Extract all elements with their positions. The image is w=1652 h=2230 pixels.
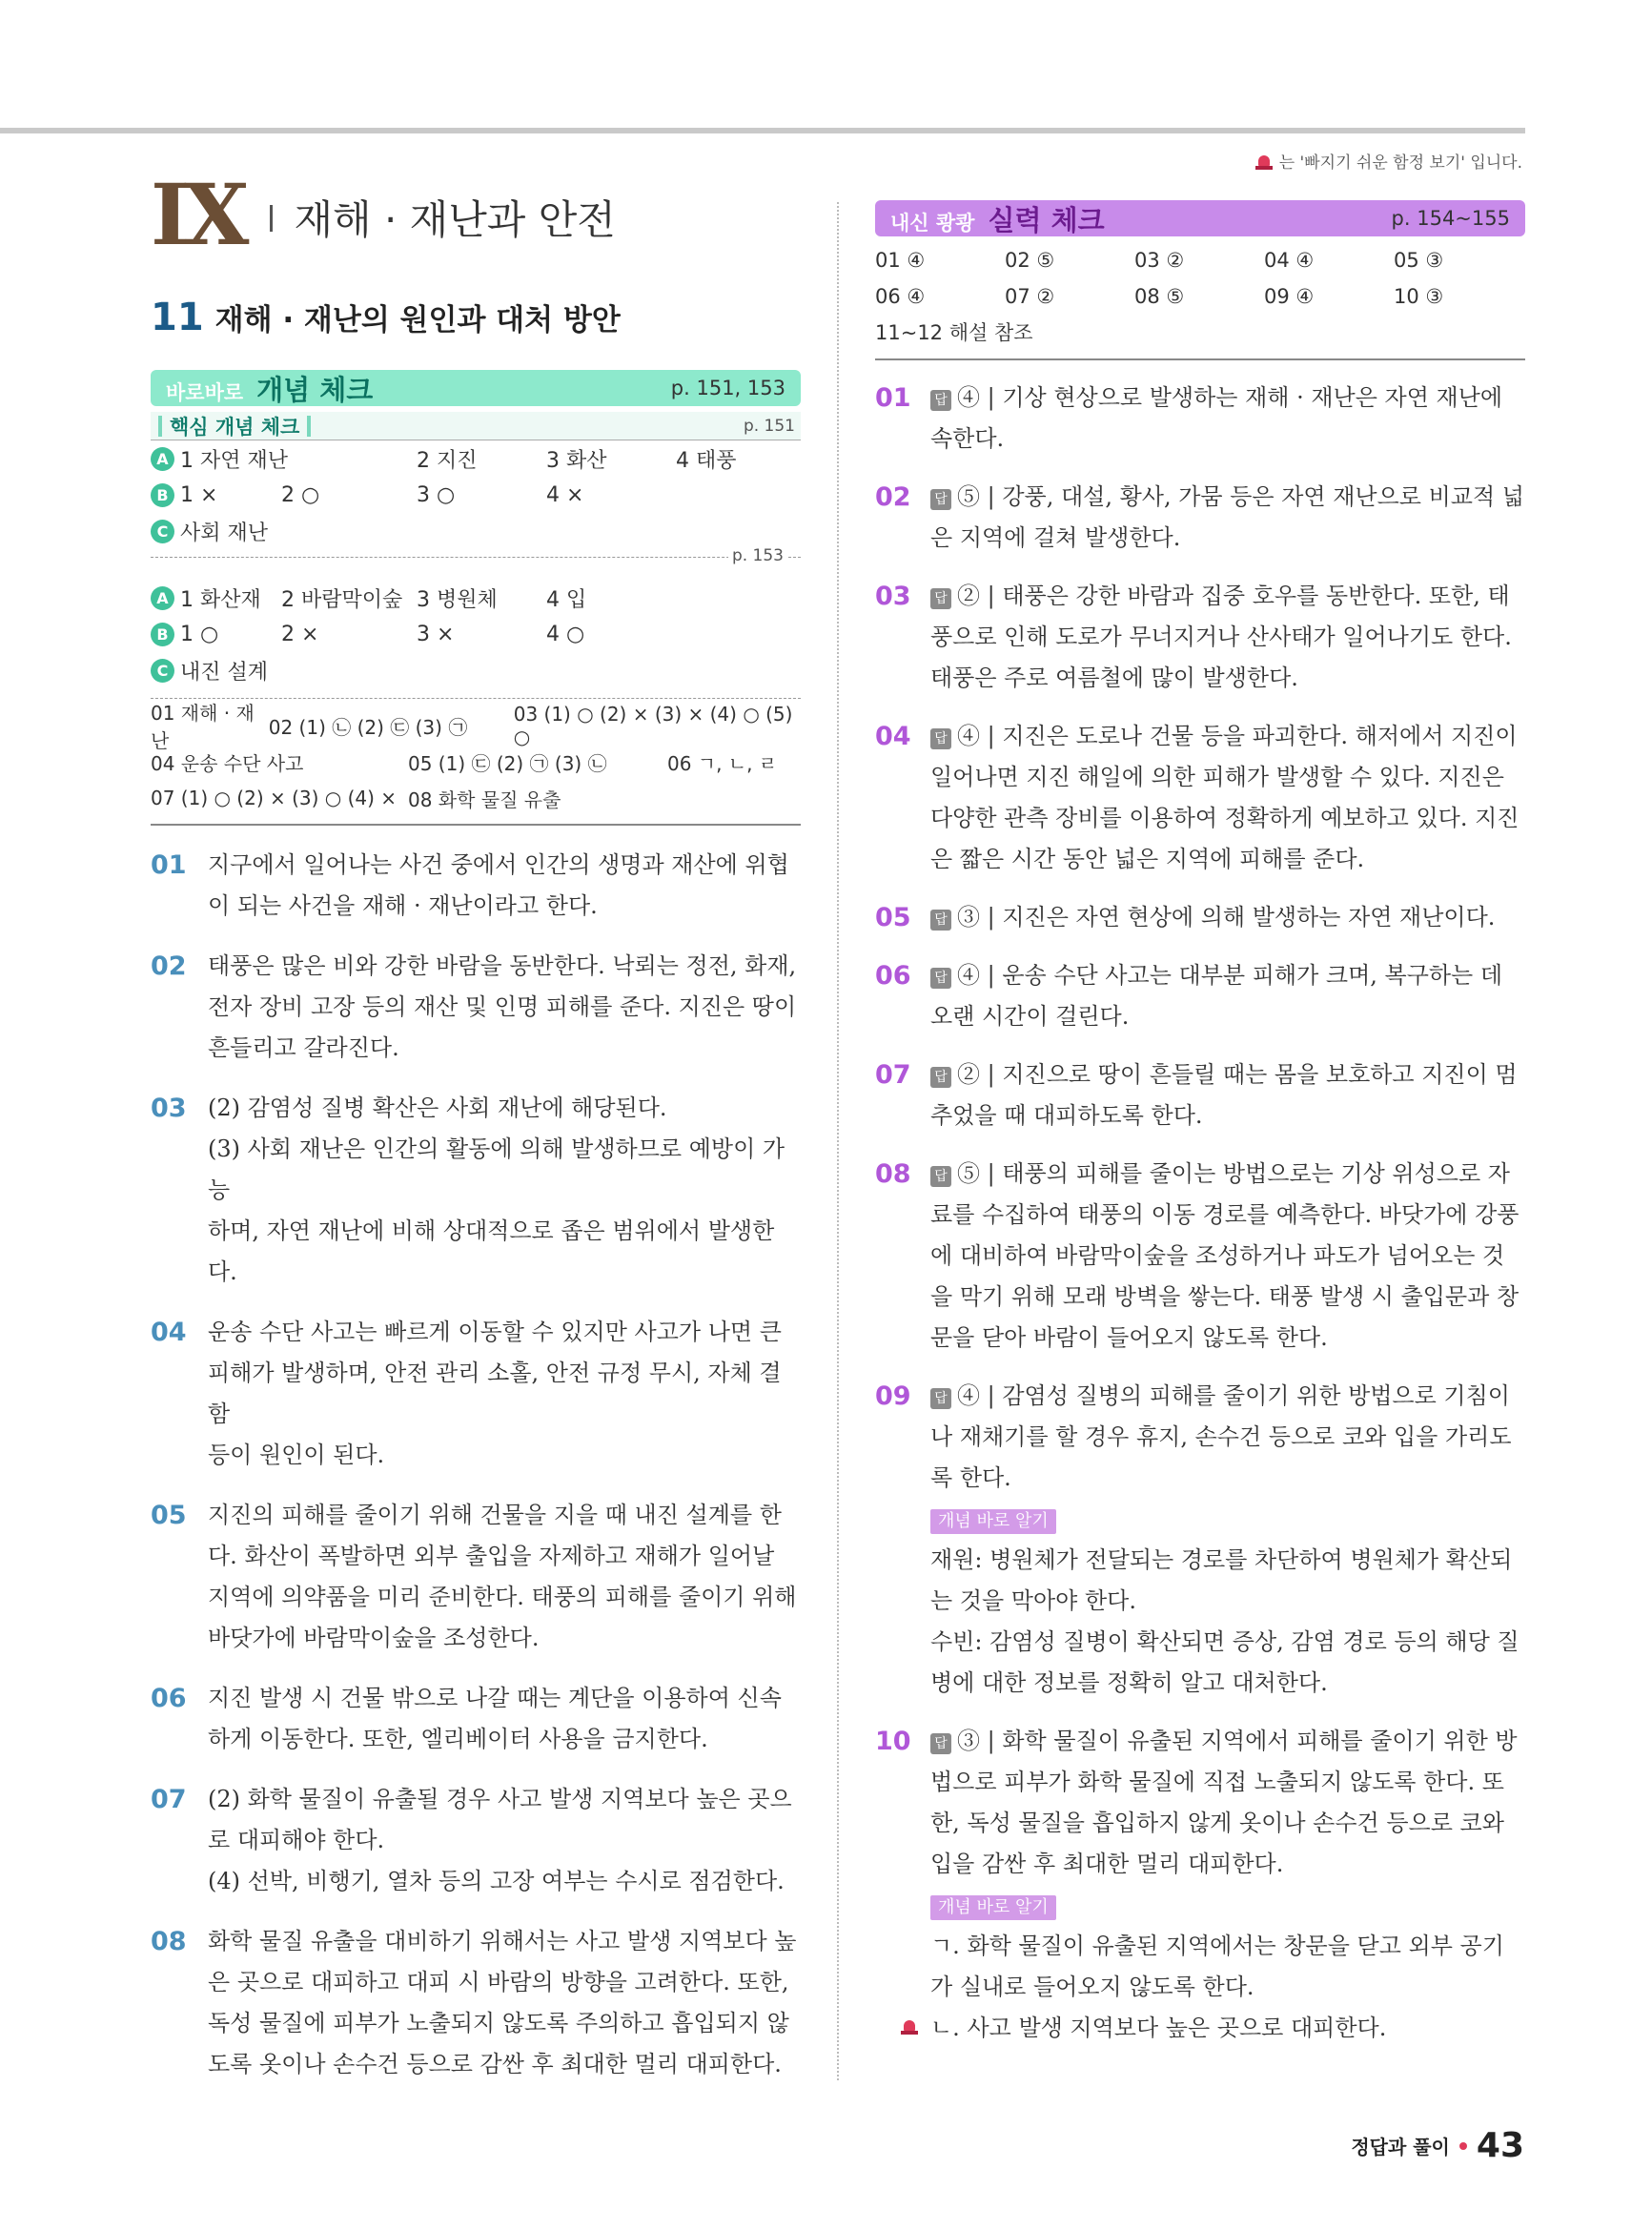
explanation-05 bbox=[151, 1495, 801, 1659]
question-number: 06 bbox=[875, 961, 911, 991]
explanation-line: 에 대비하여 바람막이숲을 조성하거나 파도가 넘어오는 것 bbox=[930, 1242, 1505, 1269]
answer-choice: ② bbox=[957, 583, 980, 609]
left-column bbox=[151, 165, 801, 2085]
explanation-06: 06 답 ④ | 운송 수단 사고는 대부분 피해가 크며, 복구하는 데 오랜 시간이 걸린다. bbox=[875, 955, 1525, 1037]
explanation-line: 기상 현상으로 발생하는 재해 · 재난은 자연 재난에 bbox=[1002, 384, 1503, 411]
question-number: 01 bbox=[875, 383, 911, 413]
explanation-line: 은 곳으로 대피하고 대피 시 바람의 방향을 고려한다. 또한, bbox=[208, 1969, 789, 1995]
explanation-08 bbox=[151, 1921, 801, 2085]
answer-choice: ④ bbox=[957, 384, 980, 411]
tip-line: 가 실내로 들어오지 않도록 한다. bbox=[930, 1974, 1254, 2000]
answer-cell: 2 × bbox=[281, 622, 319, 646]
answer-cell: 2 지진 bbox=[417, 448, 478, 473]
footer-label: 정답과 풀이 bbox=[1351, 2136, 1450, 2158]
question-number: 08 bbox=[875, 1159, 911, 1189]
question-number: 04 bbox=[151, 1318, 187, 1347]
skill-reference: 11~12 해설 참조 bbox=[875, 321, 1033, 344]
skill-answer: 04 ④ bbox=[1264, 249, 1315, 272]
answer-badge-icon: 답 bbox=[930, 390, 951, 411]
concept-tip-label: 개념 바로 알기 bbox=[930, 1509, 1056, 1534]
answer-choice: ⑤ bbox=[957, 1160, 980, 1187]
trap-line bbox=[930, 2008, 1518, 2049]
answer-choice: ⑤ bbox=[957, 483, 980, 510]
mini-answer: 04 운송 수단 사고 bbox=[151, 751, 304, 775]
explanation-line: 바닷가에 바람막이숲을 조성한다. bbox=[208, 1625, 540, 1651]
band-kicker: 바로바로 bbox=[166, 380, 244, 404]
question-number: 04 bbox=[875, 722, 911, 751]
question-number: 02 bbox=[151, 951, 187, 981]
band-kicker: 내신 쾅쾅 bbox=[890, 211, 975, 235]
question-number: 02 bbox=[875, 482, 911, 512]
answer-badge-icon: 답 bbox=[930, 1166, 951, 1187]
explanation-line: 추었을 때 대피하도록 한다. bbox=[930, 1102, 1203, 1129]
letter-c-icon: C bbox=[151, 659, 174, 683]
explanation-04: 04 답 ④ | 지진은 도로나 건물 등을 파괴한다. 해저에서 지진이 일어나면 지진 해일에 의한 피해가 발생할 수 있다. 지진은 다양한 관측 장비를 이용하여 정확하게 예보하고 있다. 지진 은 짧은 시간 동안 넓은 지역에 피해를 준다. bbox=[875, 716, 1525, 880]
explanation-line: 다. 화산이 폭발하면 외부 출입을 자제하고 재해가 일어날 bbox=[208, 1543, 775, 1569]
explanation-01: 01 답 ④ | 기상 현상으로 발생하는 재해 · 재난은 자연 재난에 속한다. bbox=[875, 378, 1525, 460]
skill-check-band bbox=[875, 200, 1525, 236]
explanation-08: 08 답 ⑤ | 태풍의 피해를 줄이는 방법으로는 기상 위성으로 자 료를 수집하여 태풍의 이동 경로를 예측한다. 바닷가에 강풍 에 대비하여 바람막이숲을 조성하거나 파도가 넘어오는 것 을 막기 위해 모래 방벽을 쌓는다. 태풍 발생 시 출입문과 창 문을 닫아 바람이 들어오지 않도록 한다. bbox=[875, 1154, 1525, 1359]
tip-line: 는 것을 막아야 한다. bbox=[930, 1587, 1136, 1614]
band-title: 실력 체크 bbox=[988, 203, 1105, 236]
explanation-09: 09 답 ④ | 감염성 질병의 피해를 줄이기 위한 방법으로 기침이 나 재채기를 할 경우 휴지, 손수건 등으로 코와 입을 가리도 록 한다. 개념 바로 알기 재원: 병원체가 전달되는 경로를 차단하여 병원체가 확산되 는 것을 막아야 한다. 수빈: 감염성 질병이 확산되면 증상, 감염 경로 등의 해당 질 병에 대한 정보를 정확히 알고 대처한다. bbox=[875, 1376, 1525, 1704]
answer-row-a2 bbox=[151, 580, 801, 616]
explanation-line: 하게 이동한다. 또한, 엘리베이터 사용을 금지한다. bbox=[208, 1726, 708, 1752]
mini-answer: 03 (1) ○ (2) × (3) × (4) ○ (5) ○ bbox=[513, 703, 793, 748]
explanation-10: 10 답 ③ | 화학 물질이 유출된 지역에서 피해를 줄이기 위한 방 법으로 피부가 화학 물질에 직접 노출되지 않도록 한다. 또 한, 독성 물질을 흡입하지 않게 옷이나 손수건 등으로 코와 입을 감싼 후 최대한 멀리 대피한다. 개념 바로 알기 ㄱ. 화학 물질이 유출된 지역에서는 창문을 닫고 외부 공기 가 실내로 들어오지 않도록 한다. ㄴ. 사고 발생 지역보다 높은 곳으로 대피한다. bbox=[875, 1721, 1525, 2049]
answer-cell: 4 ○ bbox=[546, 622, 585, 646]
explanation-line: 지구에서 일어나는 사건 중에서 인간의 생명과 재산에 위협 bbox=[208, 851, 789, 878]
siren-icon bbox=[1254, 153, 1274, 170]
trap-note bbox=[1254, 149, 1522, 173]
explanation-line: (3) 사회 재난은 인간의 활동에 의해 발생하므로 예방이 가능 bbox=[208, 1135, 785, 1203]
question-number: 03 bbox=[875, 582, 911, 611]
trap-note-text: 는 '빠지기 쉬운 함정 보기' 입니다. bbox=[1278, 153, 1522, 173]
question-number: 07 bbox=[875, 1060, 911, 1090]
letter-b-icon: B bbox=[151, 623, 174, 646]
skill-answer: 09 ④ bbox=[1264, 285, 1315, 308]
explanation-line: 을 막기 위해 모래 방벽을 쌓는다. 태풍 발생 시 출입문과 창 bbox=[930, 1283, 1519, 1310]
explanation-line: 흔들리고 갈라진다. bbox=[208, 1034, 399, 1061]
page-number: 43 bbox=[1476, 2126, 1524, 2165]
question-number: 03 bbox=[151, 1094, 187, 1123]
question-number: 06 bbox=[151, 1684, 187, 1713]
question-number: 08 bbox=[151, 1927, 187, 1956]
answer-badge-icon: 답 bbox=[930, 1733, 951, 1754]
answer-badge-icon: 답 bbox=[930, 489, 951, 510]
chapter-bar bbox=[270, 205, 273, 232]
explanation-line: 지역에 의약품을 미리 준비한다. 태풍의 피해를 줄이기 위해 bbox=[208, 1584, 797, 1610]
question-number: 05 bbox=[875, 903, 911, 932]
top-rule bbox=[0, 128, 1525, 133]
answer-row-b2 bbox=[151, 616, 801, 652]
explanation-line: 감염성 질병의 피해를 줄이기 위한 방법으로 기침이 bbox=[1002, 1382, 1510, 1409]
answer-choice: ④ bbox=[957, 1382, 980, 1409]
explanation-04 bbox=[151, 1312, 801, 1476]
explanation-05: 05 답 ③ | 지진은 자연 현상에 의해 발생하는 자연 재난이다. bbox=[875, 897, 1525, 938]
trap-line-text: ㄴ. 사고 발생 지역보다 높은 곳으로 대피한다. bbox=[930, 2015, 1387, 2041]
mini-answer: 08 화학 물질 유출 bbox=[408, 788, 561, 811]
question-number: 10 bbox=[875, 1727, 911, 1756]
explanation-line: 일어나면 지진 해일에 의한 피해가 발생할 수 있다. 지진은 bbox=[930, 764, 1504, 790]
tip-line: 재원: 병원체가 전달되는 경로를 차단하여 병원체가 확산되 bbox=[930, 1546, 1513, 1573]
answer-badge-icon: 답 bbox=[930, 968, 951, 989]
explanation-line: 화학 물질이 유출된 지역에서 피해를 줄이기 위한 방 bbox=[1002, 1728, 1518, 1754]
mini-answers-row bbox=[151, 702, 801, 752]
explanation-line: 이 되는 사건을 재해 · 재난이라고 한다. bbox=[208, 892, 598, 919]
explanation-line: 입을 감싼 후 최대한 멀리 대피한다. bbox=[930, 1851, 1284, 1877]
answer-cell: 4 × bbox=[546, 482, 584, 507]
band-pages: p. 154~155 bbox=[1391, 207, 1510, 230]
answer-badge-icon: 답 bbox=[930, 728, 951, 749]
solid-divider bbox=[875, 358, 1525, 360]
explanation-line: 풍으로 인해 도로가 무너지거나 산사태가 일어나기도 한다. bbox=[930, 624, 1512, 650]
answer-badge-icon: 답 bbox=[930, 1388, 951, 1409]
explanation-line: 록 한다. bbox=[930, 1464, 1011, 1491]
explanation-line: 강풍, 대설, 황사, 가뭄 등은 자연 재난으로 비교적 넓 bbox=[1002, 483, 1524, 510]
mini-answer: 01 재해 · 재난 bbox=[151, 702, 255, 752]
section-title: 재해 · 재난의 원인과 대처 방안 bbox=[214, 303, 621, 338]
explanation-line: 은 지역에 걸쳐 발생한다. bbox=[930, 524, 1181, 551]
right-column bbox=[875, 200, 1525, 2049]
band-title: 개념 체크 bbox=[256, 373, 374, 406]
explanation-line: 다양한 관측 장비를 이용하여 정확하게 예보하고 있다. 지진 bbox=[930, 805, 1519, 831]
tip-line: ㄱ. 화학 물질이 유출된 지역에서는 창문을 닫고 외부 공기 bbox=[930, 1933, 1504, 1959]
explanation-line: 태풍은 강한 바람과 집중 호우를 동반한다. 또한, 태 bbox=[1002, 583, 1510, 609]
letter-a-icon: A bbox=[151, 447, 174, 471]
answer-cell: 4 태풍 bbox=[676, 448, 737, 473]
answer-cell: 3 × bbox=[417, 622, 455, 646]
bullet-dot bbox=[1459, 2142, 1467, 2150]
skill-answer: 02 ⑤ bbox=[1005, 249, 1055, 272]
explanation-line: (4) 선박, 비행기, 열차 등의 고장 여부는 수시로 점검한다. bbox=[208, 1868, 785, 1894]
core-page: p. 151 bbox=[743, 416, 795, 436]
explanation-line: 속한다. bbox=[930, 425, 1005, 452]
explanation-line: 운송 수단 사고는 빠르게 이동할 수 있지만 사고가 나면 큰 bbox=[208, 1319, 782, 1345]
page-footer bbox=[1351, 2126, 1524, 2165]
explanation-line: 법으로 피부가 화학 물질에 직접 노출되지 않도록 한다. 또 bbox=[930, 1769, 1504, 1795]
explanation-line: 태풍은 주로 여름철에 많이 발생한다. bbox=[930, 665, 1298, 691]
explanation-line: (2) 감염성 질병 확산은 사회 재난에 해당된다. bbox=[208, 1095, 667, 1121]
section-header bbox=[151, 296, 801, 339]
skill-answer: 08 ⑤ bbox=[1134, 285, 1185, 308]
skill-answer: 10 ③ bbox=[1394, 285, 1444, 308]
explanation-01 bbox=[151, 845, 801, 927]
answer-row-b1 bbox=[151, 477, 801, 513]
mini-answer: 05 (1) ㉢ (2) ㉠ (3) ㉡ bbox=[408, 751, 607, 775]
explanation-line: 하며, 자연 재난에 비해 상대적으로 좁은 범위에서 발생한다. bbox=[208, 1217, 775, 1285]
explanation-line: 도록 옷이나 손수건 등으로 감싼 후 최대한 멀리 대피한다. bbox=[208, 2051, 782, 2077]
explanation-line: 지진으로 땅이 흔들릴 때는 몸을 보호하고 지진이 멈 bbox=[1002, 1061, 1518, 1088]
answer-choice: ③ bbox=[957, 904, 980, 931]
explanation-line: 지진의 피해를 줄이기 위해 건물을 지을 때 내진 설계를 한 bbox=[208, 1502, 782, 1528]
answer-cell: 3 화산 bbox=[546, 448, 607, 473]
explanation-line: 운송 수단 사고는 대부분 피해가 크며, 복구하는 데 bbox=[1002, 962, 1503, 989]
skill-answer: 03 ② bbox=[1134, 249, 1185, 272]
question-number: 01 bbox=[151, 850, 187, 880]
question-number: 05 bbox=[151, 1501, 187, 1530]
right-explanations bbox=[875, 378, 1525, 1359]
explanation-line: 나 재채기를 할 경우 휴지, 손수건 등으로 코와 입을 가리도 bbox=[930, 1423, 1512, 1450]
skill-answer: 07 ② bbox=[1005, 285, 1055, 308]
answer-choice: ② bbox=[957, 1061, 980, 1088]
chapter-header bbox=[151, 165, 801, 264]
explanation-line: 문을 닫아 바람이 들어오지 않도록 한다. bbox=[930, 1324, 1328, 1351]
core-label: 핵심 개념 체크 bbox=[170, 415, 300, 439]
letter-b-icon: B bbox=[151, 483, 174, 507]
concept-check-band bbox=[151, 370, 801, 406]
mini-answers-row bbox=[151, 744, 801, 780]
tip-line: 수빈: 감염성 질병이 확산되면 증상, 감염 경로 등의 해당 질 bbox=[930, 1628, 1519, 1655]
explanation-06 bbox=[151, 1678, 801, 1760]
siren-icon bbox=[900, 2017, 919, 2035]
concept-tip-label: 개념 바로 알기 bbox=[930, 1895, 1056, 1920]
skill-answer: 01 ④ bbox=[875, 249, 926, 272]
band-pages: p. 151, 153 bbox=[670, 377, 785, 399]
skill-answer: 05 ③ bbox=[1394, 249, 1444, 272]
explanation-02 bbox=[151, 946, 801, 1069]
explanation-line: 독성 물질에 피부가 노출되지 않도록 주의하고 흡입되지 않 bbox=[208, 2010, 789, 2036]
explanation-07 bbox=[151, 1779, 801, 1902]
tip-line: 병에 대한 정보를 정확히 알고 대처한다. bbox=[930, 1669, 1328, 1696]
explanation-line: 화학 물질 유출을 대비하기 위해서는 사고 발생 지역보다 높 bbox=[208, 1928, 797, 1954]
answer-row-a1 bbox=[151, 440, 801, 477]
explanation-03: 03 답 ② | 태풍은 강한 바람과 집중 호우를 동반한다. 또한, 태 풍으로 인해 도로가 무너지거나 산사태가 일어나기도 한다. 태풍은 주로 여름철에 많이 발생한다. bbox=[875, 576, 1525, 699]
answer-choice: ④ bbox=[957, 962, 980, 989]
explanation-line: 료를 수집하여 태풍의 이동 경로를 예측한다. 바닷가에 강풍 bbox=[930, 1201, 1519, 1228]
answer-choice: ③ bbox=[957, 1728, 980, 1754]
question-number: 09 bbox=[875, 1381, 911, 1411]
explanation-02: 02 답 ⑤ | 강풍, 대설, 황사, 가뭄 등은 자연 재난으로 비교적 넓 은 지역에 걸쳐 발생한다. bbox=[875, 477, 1525, 559]
answer-cell: 3 ○ bbox=[417, 482, 456, 507]
skill-answer: 06 ④ bbox=[875, 285, 926, 308]
core-concept-band bbox=[151, 412, 801, 440]
explanation-line: 피해가 발생하며, 안전 관리 소홀, 안전 규정 무시, 자체 결함 bbox=[208, 1360, 782, 1427]
solid-divider bbox=[151, 824, 801, 826]
page-divider bbox=[151, 546, 801, 580]
answer-cell: 1 ○ bbox=[180, 622, 219, 646]
answer-badge-icon: 답 bbox=[930, 588, 951, 609]
answer-badge-icon: 답 bbox=[930, 910, 951, 931]
answer-choice: ④ bbox=[957, 723, 980, 749]
answer-cell: 4 입 bbox=[546, 587, 587, 612]
letter-c-icon: C bbox=[151, 520, 174, 543]
question-number: 07 bbox=[151, 1785, 187, 1814]
explanation-07: 07 답 ② | 지진으로 땅이 흔들릴 때는 몸을 보호하고 지진이 멈 추었을 때 대피하도록 한다. bbox=[875, 1054, 1525, 1136]
explanation-line: 전자 장비 고장 등의 재산 및 인명 피해를 준다. 지진은 땅이 bbox=[208, 993, 797, 1020]
section-number: 11 bbox=[151, 296, 204, 339]
explanation-line: 오랜 시간이 걸린다. bbox=[930, 1003, 1130, 1030]
explanation-line: 한, 독성 물질을 흡입하지 않게 옷이나 손수건 등으로 코와 bbox=[930, 1810, 1504, 1836]
answer-row-c1 bbox=[151, 513, 801, 549]
answer-row-c2 bbox=[151, 652, 801, 688]
answer-cell: 1 화산재 bbox=[180, 587, 261, 612]
mini-answer: 07 (1) ○ (2) × (3) ○ (4) × bbox=[151, 787, 398, 809]
core2-page: p. 153 bbox=[728, 546, 787, 565]
answer-cell: 2 ○ bbox=[281, 482, 320, 507]
mini-answer: 06 ㄱ, ㄴ, ㄹ bbox=[667, 751, 778, 775]
chapter-number: IX bbox=[151, 165, 244, 264]
answer-cell: 1 자연 재난 bbox=[180, 448, 288, 473]
mini-answers-row bbox=[151, 780, 801, 816]
explanation-line: 지진은 자연 현상에 의해 발생하는 자연 재난이다. bbox=[1002, 904, 1496, 931]
explanation-line: 로 대피해야 한다. bbox=[208, 1827, 385, 1853]
skill-answer-grid bbox=[875, 242, 1525, 315]
answer-cell: 내진 설계 bbox=[180, 660, 269, 685]
explanation-line: 지진은 도로나 건물 등을 파괴한다. 해저에서 지진이 bbox=[1002, 723, 1518, 749]
chapter-title: 재해 · 재난과 안전 bbox=[294, 196, 616, 243]
explanation-line: 은 짧은 시간 동안 넓은 지역에 피해를 준다. bbox=[930, 846, 1365, 872]
answer-cell: 1 × bbox=[180, 482, 218, 507]
explanation-03 bbox=[151, 1088, 801, 1293]
explanation-line: 등이 원인이 된다. bbox=[208, 1442, 385, 1468]
mini-answer: 02 (1) ㉡ (2) ㉢ (3) ㉠ bbox=[268, 715, 468, 739]
explanation-line: 태풍은 많은 비와 강한 바람을 동반한다. 낙뢰는 정전, 화재, bbox=[208, 952, 797, 979]
answer-cell: 3 병원체 bbox=[417, 587, 498, 612]
left-explanations bbox=[151, 845, 801, 2085]
explanation-line: 지진 발생 시 건물 밖으로 나갈 때는 계단을 이용하여 신속 bbox=[208, 1685, 782, 1711]
answer-cell: 사회 재난 bbox=[180, 521, 269, 545]
explanation-line: 태풍의 피해를 줄이는 방법으로는 기상 위성으로 자 bbox=[1002, 1160, 1510, 1187]
column-divider bbox=[837, 202, 839, 2080]
answer-cell: 2 바람막이숲 bbox=[281, 587, 403, 612]
explanation-line: (2) 화학 물질이 유출될 경우 사고 발생 지역보다 높은 곳으 bbox=[208, 1786, 792, 1812]
letter-a-icon: A bbox=[151, 586, 174, 610]
answer-badge-icon: 답 bbox=[930, 1067, 951, 1088]
